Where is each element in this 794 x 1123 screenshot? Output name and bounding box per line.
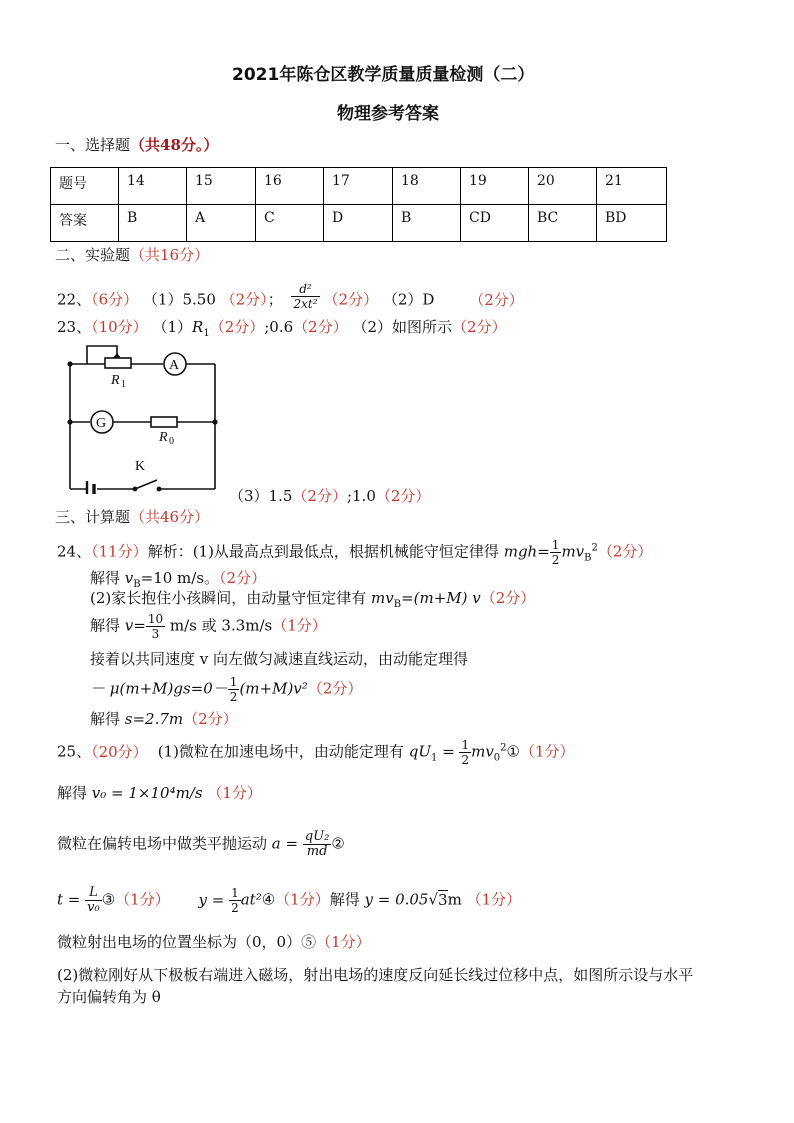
q25-l4-score2: （1分） bbox=[275, 890, 330, 909]
fraction-denominator: 3 bbox=[151, 627, 160, 641]
q25-intro: (1)微粒在加速电场中，由动能定理有 bbox=[157, 742, 404, 761]
q25-l4-score: （1分） bbox=[115, 890, 170, 909]
q24-eq1-fraction bbox=[550, 538, 562, 567]
section-1-points: （共48分。） bbox=[130, 136, 219, 154]
q24-l7-prefix: 解得 bbox=[90, 710, 125, 728]
switch-contact-dot bbox=[157, 487, 162, 492]
r0-subscript: 0 bbox=[169, 436, 174, 447]
q24-l4-rest: m/s 或 3.3m/s bbox=[165, 616, 273, 635]
q25-line-7: 方向偏转角为 θ bbox=[57, 988, 161, 1006]
switch-label: K bbox=[135, 459, 146, 474]
q22-part1: （1）5.50 bbox=[142, 290, 221, 309]
q25-l4-at: at² bbox=[240, 890, 262, 909]
q24-l3-score: （2分） bbox=[480, 589, 536, 607]
q24-eq1-subscript: B bbox=[584, 552, 592, 564]
q25-line-6: (2)微粒刚好从下极板右端进入磁场，射出电场的速度反向延长线过位移中点，如图所示设与水平 bbox=[57, 966, 694, 984]
answer-table-header-row bbox=[51, 168, 667, 205]
q25-l4-yvalue: y = 0.05 bbox=[364, 890, 429, 909]
q25-l4-unit: m bbox=[447, 890, 462, 909]
q25-l4-fraction-t bbox=[85, 886, 102, 915]
q23-part5-score: （2分） bbox=[375, 487, 431, 505]
fraction-denominator: 2 bbox=[229, 690, 238, 704]
q25-score: （20分） bbox=[91, 742, 148, 761]
answer-table-number: 15 bbox=[187, 168, 256, 205]
q25-l4-mark2: ④ bbox=[261, 890, 276, 909]
q23-part3-score: （2分） bbox=[452, 318, 507, 336]
answer-table-value: BC bbox=[529, 205, 597, 242]
q25-l3-mark: ② bbox=[331, 834, 345, 853]
q25-line-5 bbox=[57, 933, 371, 951]
q25-l3-fraction bbox=[303, 830, 332, 859]
q24-line-7 bbox=[90, 710, 238, 728]
answer-table-number: 14 bbox=[119, 168, 187, 205]
q25-l2-eq: v₀ = 1×10⁴m/s bbox=[91, 784, 203, 802]
battery-icon bbox=[87, 481, 94, 494]
answer-table-answer-label: 答案 bbox=[51, 205, 119, 242]
q23-part1: （1） bbox=[152, 318, 193, 336]
q23-resistor-symbol: R bbox=[192, 318, 204, 336]
fraction-denominator: 2 bbox=[461, 753, 470, 767]
q23-continuation bbox=[229, 487, 430, 505]
q25-eq1-equals: = bbox=[437, 742, 460, 761]
q22-part3-score: （2分） bbox=[469, 290, 524, 309]
q24-l2-var: v bbox=[124, 569, 134, 587]
answer-table-answer-row bbox=[51, 205, 667, 242]
page-subtitle: 物理参考答案 bbox=[337, 104, 439, 124]
q25-l4-solution-prefix: 解得 bbox=[329, 890, 365, 909]
q24-eq1-right: mv bbox=[561, 542, 585, 561]
answer-table-value: D bbox=[324, 205, 393, 242]
fraction-denominator: 2 bbox=[231, 901, 239, 915]
q23-part2-score: （2分） bbox=[293, 318, 348, 336]
q24-l4-equals: = bbox=[133, 616, 146, 635]
node-dot bbox=[212, 419, 217, 424]
fraction-denominator: v₀ bbox=[87, 900, 100, 915]
q25-eq1-left: qU bbox=[408, 742, 431, 761]
q25-l4-fraction-y bbox=[229, 886, 241, 915]
fraction-numerator: 1 bbox=[231, 886, 239, 900]
q25-l2-score: （1分） bbox=[207, 784, 262, 802]
switch-lever bbox=[135, 480, 157, 489]
q24-l3-eq: mv bbox=[371, 589, 394, 607]
answer-table-number: 16 bbox=[256, 168, 324, 205]
q25-line-4: t = $\frac{L}{\text{v₀}}$ ③（1分） y = $\frac{1}{2}$ at²④（1分）解得 y = 0.05√3m （1分） bbox=[57, 885, 522, 915]
q25-line-2 bbox=[57, 784, 262, 802]
r1-label: R bbox=[111, 373, 120, 388]
fraction-numerator: 1 bbox=[229, 675, 238, 689]
q25-l4-sqrt: 3 bbox=[438, 890, 448, 909]
q24-line-3 bbox=[90, 589, 535, 614]
q25-l4-y: y = bbox=[198, 890, 230, 909]
q25-line-3 bbox=[57, 830, 345, 859]
q24-eq1-left: mgh bbox=[503, 542, 538, 561]
fraction-denominator: md bbox=[306, 844, 328, 859]
q24-line-4 bbox=[90, 612, 327, 641]
q24-eq1-score: （2分） bbox=[597, 542, 653, 561]
q22-score: （6分） bbox=[91, 290, 139, 309]
q25-l5-score: （1分） bbox=[316, 933, 371, 951]
answer-table bbox=[50, 167, 667, 242]
q24-l2-sub: B bbox=[133, 579, 141, 590]
q24-l2-score: （2分） bbox=[219, 569, 267, 587]
q24-l2-prefix: 解得 bbox=[90, 569, 125, 587]
section-2-points: （共16分） bbox=[130, 246, 210, 264]
section-1-label: 一、选择题 bbox=[55, 136, 131, 154]
question-22 bbox=[57, 282, 524, 315]
slider-arrow-icon bbox=[113, 353, 121, 358]
section-2-label: 二、实验题 bbox=[55, 246, 131, 264]
section-3-label: 三、计算题 bbox=[55, 508, 131, 526]
rheostat-slider-wire bbox=[87, 346, 117, 364]
fraction-numerator: 1 bbox=[461, 738, 470, 752]
fraction-denominator: 2 bbox=[551, 553, 560, 567]
q23-part4: （3）1.5 bbox=[229, 487, 293, 505]
r0-label: R bbox=[159, 430, 168, 445]
q22-number: 22、 bbox=[57, 290, 92, 309]
q23-resistor-subscript: 1 bbox=[203, 328, 210, 339]
q24-eq1-equals: = bbox=[537, 542, 550, 561]
q25-l4-t: t = bbox=[57, 890, 86, 909]
r1-subscript: 1 bbox=[121, 379, 126, 390]
q22-fraction-denominator: 2xt² bbox=[293, 297, 318, 311]
resistor-r0 bbox=[151, 417, 177, 427]
answer-table-value: A bbox=[187, 205, 256, 242]
q22-fraction bbox=[291, 282, 319, 311]
rheostat-r1 bbox=[105, 358, 131, 368]
q25-l4-score3: （1分） bbox=[466, 890, 522, 909]
q24-l7-value: s=2.7m bbox=[124, 710, 184, 728]
q23-part3: （2）如图所示 bbox=[352, 318, 453, 336]
q22-part1-score: （2分） bbox=[220, 290, 268, 309]
q23-part5: ;1.0 bbox=[346, 487, 376, 505]
q22-part2-score: （2分） bbox=[323, 290, 379, 309]
q24-l6-rest: (m+M)v² bbox=[239, 679, 308, 698]
q23-score: （10分） bbox=[91, 318, 148, 336]
q25-number: 25、 bbox=[57, 742, 92, 761]
q24-l2-value: =10 m/s。 bbox=[140, 569, 220, 587]
fraction-numerator: qU₂ bbox=[304, 829, 330, 844]
q24-intro: 解析：(1)从最高点到最低点，根据机械能守恒定律得 bbox=[147, 542, 499, 561]
q24-score: （11分） bbox=[91, 542, 148, 561]
node-dot bbox=[67, 419, 72, 424]
q25-eq1-fraction bbox=[459, 738, 471, 767]
q25-eq1-mark: ① bbox=[506, 742, 520, 761]
q24-l4-score: （1分） bbox=[272, 616, 327, 635]
q24-l3-rest: =(m+M) v bbox=[401, 589, 481, 607]
section-3-heading bbox=[55, 508, 209, 526]
q25-eq1-score: （1分） bbox=[520, 742, 575, 761]
q24-line-1 bbox=[57, 538, 652, 568]
q24-l6-fraction bbox=[228, 675, 240, 704]
fraction-numerator: L bbox=[85, 886, 102, 901]
q24-line-5: 接着以共同速度 v 向左做匀减速直线运动，由动能定理得 bbox=[90, 650, 469, 668]
node-dot bbox=[67, 361, 72, 366]
q24-l4-fraction bbox=[146, 612, 165, 641]
q23-part1-score: （2分） bbox=[209, 318, 265, 336]
answer-table-value: BD bbox=[597, 205, 667, 242]
answer-table-number: 17 bbox=[324, 168, 393, 205]
section-3-points: （共46分） bbox=[130, 508, 210, 526]
q24-l6-score: （2分） bbox=[307, 679, 363, 698]
answer-table-number: 20 bbox=[529, 168, 597, 205]
q25-l3-a: a = bbox=[271, 834, 303, 853]
fraction-numerator: 10 bbox=[147, 612, 164, 626]
answer-table-header-label: 题号 bbox=[51, 168, 119, 205]
q25-l3-text: 微粒在偏转电场中做类平抛运动 bbox=[57, 834, 268, 853]
answer-table-number: 19 bbox=[461, 168, 529, 205]
fraction-numerator: 1 bbox=[551, 538, 560, 552]
circuit-diagram bbox=[65, 344, 225, 494]
q24-l3-text: (2)家长抱住小孩瞬间，由动量守恒定律有 bbox=[90, 589, 372, 607]
q25-l4-mark: ③ bbox=[101, 890, 116, 909]
q25-l5-text: 微粒射出电场的位置坐标为（0，0）⑤ bbox=[57, 933, 317, 951]
galvanometer-label: G bbox=[96, 416, 107, 431]
answer-table-value: B bbox=[119, 205, 187, 242]
section-2-heading bbox=[55, 246, 209, 264]
q23-number: 23、 bbox=[57, 318, 92, 336]
q25-eq1-sub: 1 bbox=[430, 752, 438, 764]
question-23 bbox=[57, 318, 507, 343]
q22-separator: ； bbox=[267, 290, 283, 309]
q24-number: 24、 bbox=[57, 542, 92, 561]
answer-table-value: CD bbox=[461, 205, 529, 242]
q22-part3: （2）D bbox=[382, 290, 435, 309]
q25-eq1-rsup: 2 bbox=[500, 742, 507, 754]
q24-l7-score: （2分） bbox=[183, 710, 238, 728]
section-1-heading bbox=[55, 136, 218, 154]
q23-part2: ;0.6 bbox=[264, 318, 294, 336]
answer-table-number: 18 bbox=[393, 168, 461, 205]
q25-eq1-right: mv bbox=[471, 742, 494, 761]
answer-table-value: B bbox=[393, 205, 461, 242]
answer-table-number: 21 bbox=[597, 168, 667, 205]
q24-l3-sub: B bbox=[393, 599, 402, 610]
answer-table-value: C bbox=[256, 205, 324, 242]
q25-eq1-rsub: 0 bbox=[493, 752, 501, 764]
q24-l4-var: v bbox=[124, 616, 134, 635]
q25-l2-prefix: 解得 bbox=[57, 784, 92, 802]
ammeter-label: A bbox=[169, 358, 180, 373]
page-title: 2021年陈仓区教学质量质量检测（二） bbox=[232, 65, 535, 85]
q23-part4-score: （2分） bbox=[292, 487, 347, 505]
q24-line-6 bbox=[90, 675, 362, 704]
q24-l6-prefix: － μ(m+M)gs=0－ bbox=[90, 679, 228, 698]
q24-l4-prefix: 解得 bbox=[90, 616, 125, 635]
switch-pivot-dot bbox=[133, 487, 138, 492]
q24-eq1-superscript: 2 bbox=[591, 542, 598, 554]
q22-fraction-numerator: d² bbox=[291, 282, 319, 297]
q25-line-1 bbox=[57, 738, 575, 768]
